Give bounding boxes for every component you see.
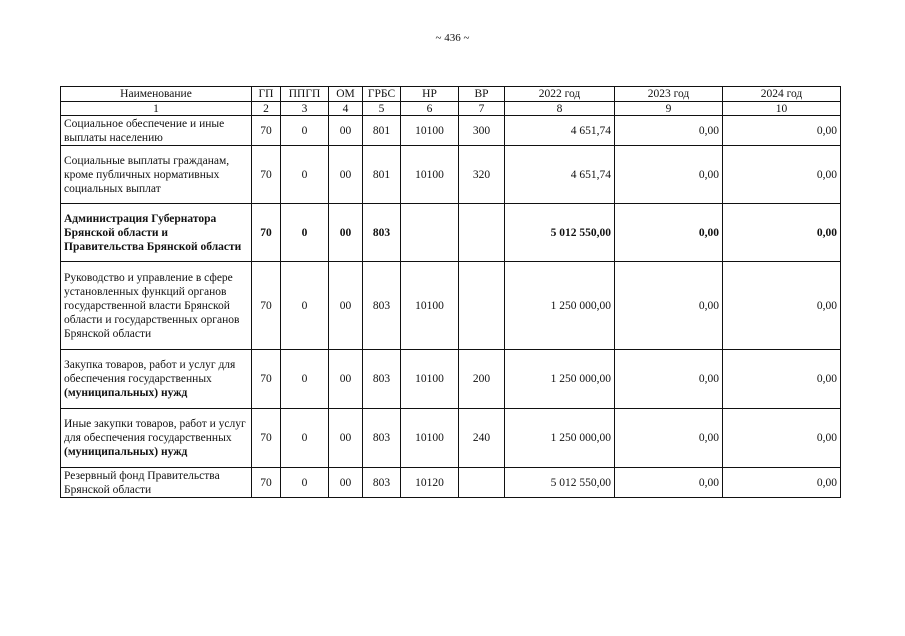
header-name: Наименование bbox=[61, 87, 252, 102]
column-number: 6 bbox=[401, 102, 459, 116]
row-name: Руководство и управление в сфере установленных функций органов государственной власти Брянской области и государственных органов Брянской области bbox=[61, 262, 252, 350]
cell-ppgp: 0 bbox=[281, 146, 329, 204]
cell-ppgp: 0 bbox=[281, 409, 329, 468]
cell-2022: 1 250 000,00 bbox=[505, 409, 615, 468]
cell-nr: 10100 bbox=[401, 146, 459, 204]
cell-om: 00 bbox=[329, 262, 363, 350]
cell-gp: 70 bbox=[252, 116, 281, 146]
cell-2022: 5 012 550,00 bbox=[505, 204, 615, 262]
cell-2023: 0,00 bbox=[615, 262, 723, 350]
cell-grbs: 801 bbox=[363, 116, 401, 146]
cell-2024: 0,00 bbox=[723, 262, 841, 350]
cell-2024: 0,00 bbox=[723, 116, 841, 146]
cell-ppgp: 0 bbox=[281, 350, 329, 409]
table-row bbox=[61, 350, 841, 409]
cell-2022: 5 012 550,00 bbox=[505, 468, 615, 498]
column-number: 10 bbox=[723, 102, 841, 116]
table-row bbox=[61, 468, 841, 498]
row-name-bold-text: (муниципальных) нужд bbox=[64, 387, 188, 399]
cell-nr bbox=[401, 204, 459, 262]
column-number: 5 bbox=[363, 102, 401, 116]
table-row bbox=[61, 262, 841, 350]
cell-vr: 300 bbox=[459, 116, 505, 146]
cell-nr: 10100 bbox=[401, 409, 459, 468]
table-row bbox=[61, 409, 841, 468]
cell-om: 00 bbox=[329, 146, 363, 204]
cell-gp: 70 bbox=[252, 146, 281, 204]
header-2022: 2022 год bbox=[505, 87, 615, 102]
cell-om: 00 bbox=[329, 468, 363, 498]
cell-gp: 70 bbox=[252, 204, 281, 262]
table-row bbox=[61, 204, 841, 262]
cell-2024: 0,00 bbox=[723, 409, 841, 468]
row-name-text: Закупка товаров, работ и услуг для обеспечения государственных bbox=[64, 359, 236, 385]
header-row bbox=[61, 87, 841, 102]
cell-2022: 4 651,74 bbox=[505, 146, 615, 204]
row-name bbox=[61, 350, 252, 409]
cell-2023: 0,00 bbox=[615, 409, 723, 468]
cell-2024: 0,00 bbox=[723, 468, 841, 498]
header-2023: 2023 год bbox=[615, 87, 723, 102]
column-number: 3 bbox=[281, 102, 329, 116]
row-name: Администрация Губернатора Брянской области и Правительства Брянской области bbox=[61, 204, 252, 262]
cell-om: 00 bbox=[329, 116, 363, 146]
cell-2024: 0,00 bbox=[723, 350, 841, 409]
cell-nr: 10100 bbox=[401, 262, 459, 350]
table-row bbox=[61, 146, 841, 204]
cell-2023: 0,00 bbox=[615, 204, 723, 262]
cell-2022: 4 651,74 bbox=[505, 116, 615, 146]
cell-vr: 200 bbox=[459, 350, 505, 409]
cell-2022: 1 250 000,00 bbox=[505, 350, 615, 409]
table-row bbox=[61, 116, 841, 146]
cell-gp: 70 bbox=[252, 409, 281, 468]
header-vr: ВР bbox=[459, 87, 505, 102]
cell-grbs: 803 bbox=[363, 409, 401, 468]
column-number-row bbox=[61, 102, 841, 116]
cell-grbs: 803 bbox=[363, 468, 401, 498]
cell-2023: 0,00 bbox=[615, 116, 723, 146]
cell-grbs: 803 bbox=[363, 204, 401, 262]
cell-vr bbox=[459, 204, 505, 262]
cell-2022: 1 250 000,00 bbox=[505, 262, 615, 350]
cell-grbs: 801 bbox=[363, 146, 401, 204]
cell-ppgp: 0 bbox=[281, 468, 329, 498]
cell-om: 00 bbox=[329, 204, 363, 262]
column-number: 7 bbox=[459, 102, 505, 116]
header-gp: ГП bbox=[252, 87, 281, 102]
row-name bbox=[61, 409, 252, 468]
row-name: Социальные выплаты гражданам, кроме публичных нормативных социальных выплат bbox=[61, 146, 252, 204]
cell-2023: 0,00 bbox=[615, 468, 723, 498]
cell-2024: 0,00 bbox=[723, 204, 841, 262]
column-number: 2 bbox=[252, 102, 281, 116]
cell-nr: 10100 bbox=[401, 350, 459, 409]
column-number: 8 bbox=[505, 102, 615, 116]
cell-2024: 0,00 bbox=[723, 146, 841, 204]
header-nr: НР bbox=[401, 87, 459, 102]
cell-om: 00 bbox=[329, 350, 363, 409]
header-ppgp: ППГП bbox=[281, 87, 329, 102]
cell-vr bbox=[459, 262, 505, 350]
cell-vr: 240 bbox=[459, 409, 505, 468]
row-name-bold-text: (муниципальных) нужд bbox=[64, 446, 188, 458]
cell-ppgp: 0 bbox=[281, 116, 329, 146]
column-number: 9 bbox=[615, 102, 723, 116]
column-number: 1 bbox=[61, 102, 252, 116]
cell-gp: 70 bbox=[252, 350, 281, 409]
row-name: Резервный фонд Правительства Брянской области bbox=[61, 468, 252, 498]
cell-nr: 10100 bbox=[401, 116, 459, 146]
row-name-text: Иные закупки товаров, работ и услуг для обеспечения государственных bbox=[64, 418, 246, 444]
cell-gp: 70 bbox=[252, 262, 281, 350]
cell-ppgp: 0 bbox=[281, 204, 329, 262]
cell-grbs: 803 bbox=[363, 262, 401, 350]
cell-nr: 10120 bbox=[401, 468, 459, 498]
column-number: 4 bbox=[329, 102, 363, 116]
budget-table bbox=[60, 86, 841, 498]
header-om: ОМ bbox=[329, 87, 363, 102]
cell-grbs: 803 bbox=[363, 350, 401, 409]
header-grbs: ГРБС bbox=[363, 87, 401, 102]
cell-2023: 0,00 bbox=[615, 350, 723, 409]
cell-vr: 320 bbox=[459, 146, 505, 204]
cell-gp: 70 bbox=[252, 468, 281, 498]
cell-ppgp: 0 bbox=[281, 262, 329, 350]
cell-2023: 0,00 bbox=[615, 146, 723, 204]
row-name: Социальное обеспечение и иные выплаты населению bbox=[61, 116, 252, 146]
page-number: ~ 436 ~ bbox=[435, 32, 470, 44]
cell-vr bbox=[459, 468, 505, 498]
cell-om: 00 bbox=[329, 409, 363, 468]
header-2024: 2024 год bbox=[723, 87, 841, 102]
